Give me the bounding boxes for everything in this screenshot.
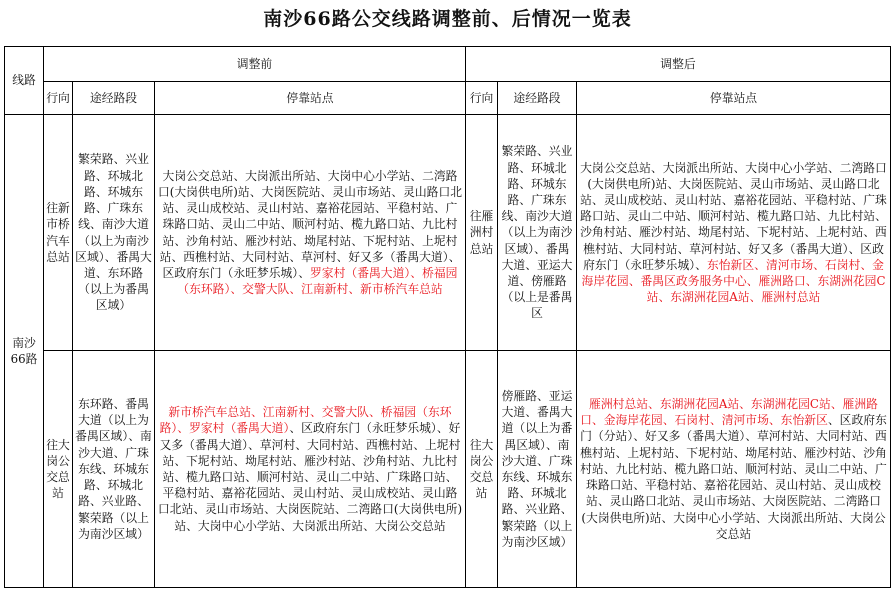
before-path: 东环路、番禺大道（以上为番禺区域）、南沙大道、广珠东线、环城东路、环城北路、兴业路、繁荣路（以上为南沙区域）	[73, 351, 155, 588]
header-before-stops: 停靠站点	[155, 82, 466, 115]
before-stops	[155, 115, 466, 351]
before-direction: 往新市桥汽车总站	[44, 115, 73, 351]
unchanged-stops: 大岗公交总站、大岗派出所站、大岗中心小学站、二湾路口(大岗供电所)站、大岗医院站、灵山市场站、灵山路口北站、灵山成校站、灵山村站、嘉裕花园站、平稳村站、广珠路口站、灵山二中站、顺河村站、榄九路口站、九比村站、沙角村站、雁沙村站、坳尾村站、下坭村站、上坭村站、西樵村站、大同村站、草河村、好又多（番禺大道）、区政府东门（永旺梦乐城）、	[157, 168, 463, 280]
changed-stops: 东怡新区、清河市场、石岗村、金海岸花园、番禺区政务服务中心、雁洲路口、东湖洲花园C站、东湖洲花园A站、雁洲村总站	[581, 257, 886, 305]
after-direction: 往大岗公交总站	[466, 351, 498, 588]
header-after-stops: 停靠站点	[577, 82, 891, 115]
page-title: 南沙66路公交线路调整前、后情况一览表	[263, 8, 632, 30]
table-row	[5, 115, 891, 351]
unchanged-stops: 大岗公交总站、大岗派出所站、大岗中心小学站、二湾路口(大岗供电所)站、大岗医院站、灵山市场站、灵山路口北站、灵山成校站、灵山村站、嘉裕花园站、平稳村站、广珠路口站、灵山二中站、顺河村站、榄九路口站、九比村站、沙角村站、雁沙村站、坳尾村站、下坭村站、上坭村站、西樵村站、大同村站、草河村站、好又多（番禺大道）、区政府东门（永旺梦乐城）、	[580, 160, 887, 272]
table-row	[5, 351, 891, 588]
before-direction: 往大岗公交总站	[44, 351, 73, 588]
header-after-direction: 行向	[466, 82, 498, 115]
changed-stops: 雁洲村总站、东湖洲花园A站、东湖洲花园C站、雁洲路口、金海岸花园、石岗村、清河市场、东怡新区	[580, 397, 878, 428]
before-stops	[155, 351, 466, 588]
changed-stops: 罗家村（番禺大道）、桥福园（东环路）、交警大队、江南新村、新市桥汽车总站	[177, 265, 458, 297]
unchanged-stops: 、区政府东门（永旺梦乐城）、好又多（番禺大道）、草河村、大同村站、西樵村站、上坭村站、下坭村站、坳尾村站、雁沙村站、沙角村站、九比村站、榄九路口站、顺河村站、灵山二中站、广珠路口站、平稳村站、嘉裕花园站、灵山村站、灵山成校站、灵山路口北站、灵山市场站、大岗医院站、二湾路口(大岗供电所)站、大岗中心小学站、大岗派出所站、大岗公交总站	[157, 421, 463, 533]
header-after-path: 途经路段	[498, 82, 577, 115]
route-adjustment-table	[4, 46, 891, 588]
header-before-path: 途经路段	[73, 82, 155, 115]
unchanged-stops: 、区政府东门（分站）、好又多（番禺大道）、草河村站、大同村站、西樵村站、上坭村站、下坭村站、坳尾村站、雁沙村站、沙角村站、九比村站、榄九路口站、顺河村站、灵山二中站、广珠路口站、平稳村站、嘉裕花园站、灵山村站、灵山成校站、灵山路口北站、灵山市场站、大岗医院站、二湾路口(大岗供电所)站、大岗中心小学站、大岗派出所站、大岗公交总站	[580, 413, 887, 541]
before-path: 繁荣路、兴业路、环城北路、环城东路、广珠东线、南沙大道（以上为南沙区域）、番禺大道、东环路（以上为番禺区域）	[73, 115, 155, 351]
header-before: 调整前	[44, 47, 466, 82]
route-name: 南沙66路	[5, 115, 44, 588]
after-path: 繁荣路、兴业路、环城北路、环城东路、广珠东线、南沙大道（以上为南沙区域）、番禺大道、亚运大道、傍雁路（以上是番禺区	[498, 115, 577, 351]
after-direction: 往雁洲村总站	[466, 115, 498, 351]
changed-stops: 新市桥汽车总站、江南新村、交警大队、桥福园（东环路）、罗家村（番禺大道）	[159, 405, 452, 436]
after-path: 傍雁路、亚运大道、番禺大道（以上为番禺区域）、南沙大道、广珠东线、环城东路、环城北路、兴业路、繁荣路（以上为南沙区域）	[498, 351, 577, 588]
header-after: 调整后	[466, 47, 891, 82]
after-stops	[577, 115, 891, 351]
header-before-direction: 行向	[44, 82, 73, 115]
header-route: 线路	[5, 47, 44, 115]
after-stops	[577, 351, 891, 588]
